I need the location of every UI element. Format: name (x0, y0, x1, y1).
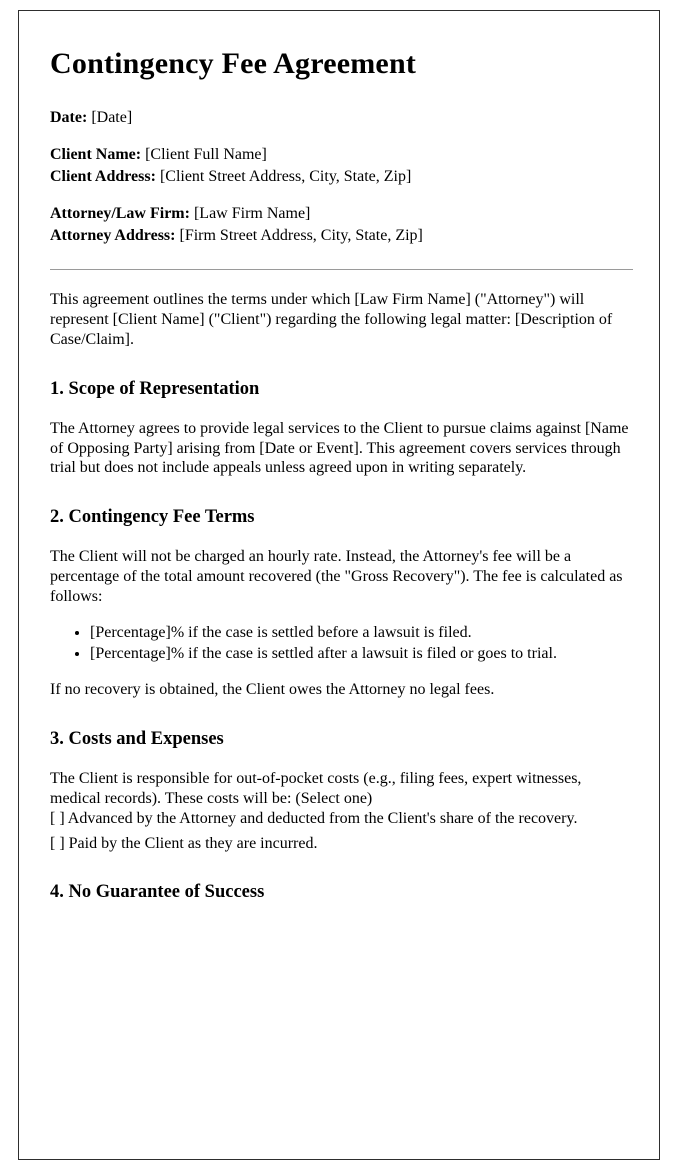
attorney-address-value: [Firm Street Address, City, State, Zip] (179, 226, 423, 244)
document-page (18, 10, 660, 1160)
intro-paragraph: This agreement outlines the terms under which [Law Firm Name] ("Attorney") will represent [Client Name] ("Client") regarding the following legal matter: [Description of Case/Claim]. (50, 291, 613, 348)
meta-group-date (50, 108, 633, 128)
meta-line-attorney-address (50, 226, 633, 246)
meta-line-date (50, 108, 633, 128)
fee-bullet-post-lawsuit: • [Percentage]% if the case is settled after a lawsuit is filed or goes to trial. (90, 644, 633, 664)
heading-scope: 1. Scope of Representation (50, 378, 260, 399)
meta-line-client-address (50, 167, 633, 187)
fee-terms-paragraph: The Client will not be charged an hourly rate. Instead, the Attorney's fee will be a percentage of the total amount recovered (the "Gross Recovery"). The fee is calculated as follows: (50, 548, 623, 605)
date-label: Date: (50, 109, 88, 127)
costs-paragraph (50, 769, 633, 828)
heading-no-guarantee: 4. No Guarantee of Success (50, 882, 265, 903)
meta-line-client-name (50, 145, 633, 165)
meta-group-client (50, 145, 633, 187)
client-name-label: Client Name: (50, 146, 142, 164)
attorney-firm-label: Attorney/Law Firm: (50, 204, 190, 222)
attorney-firm-value: [Law Firm Name] (193, 204, 311, 222)
section-divider (50, 269, 633, 270)
client-address-label: Client Address: (50, 167, 156, 185)
document-title: Contingency Fee Agreement (50, 47, 417, 80)
meta-group-attorney (50, 204, 633, 246)
fee-bullet-pre-lawsuit: • [Percentage]% if the case is settled before a lawsuit is filed. (90, 623, 633, 643)
client-address-value: [Client Street Address, City, State, Zip] (159, 167, 412, 185)
scope-paragraph: The Attorney agrees to provide legal services to the Client to pursue claims against [Name of Opposing Party] arising from [Date or Event]. This agreement covers services through trial but does not include appeals unless agreed upon in writing separately. (50, 419, 629, 477)
heading-fee-terms: 2. Contingency Fee Terms (50, 507, 255, 528)
costs-body-text: The Client is responsible for out-of-pocket costs (e.g., filing fees, expert witnesses, medical records). These costs will be: (Select one) (50, 770, 582, 807)
date-value: [Date] (91, 109, 133, 127)
meta-line-attorney-firm (50, 204, 633, 224)
costs-option-paid: [ ] Paid by the Client as they are incurred. (50, 834, 318, 852)
heading-costs: 3. Costs and Expenses (50, 729, 224, 750)
costs-option-advanced: [ ] Advanced by the Attorney and deducted from the Client's share of the recovery. (50, 809, 578, 827)
client-name-value: [Client Full Name] (145, 146, 267, 164)
attorney-address-label: Attorney Address: (50, 226, 176, 244)
fee-terms-closing: If no recovery is obtained, the Client owes the Attorney no legal fees. (50, 681, 495, 699)
fee-terms-bullet-list (50, 623, 633, 665)
